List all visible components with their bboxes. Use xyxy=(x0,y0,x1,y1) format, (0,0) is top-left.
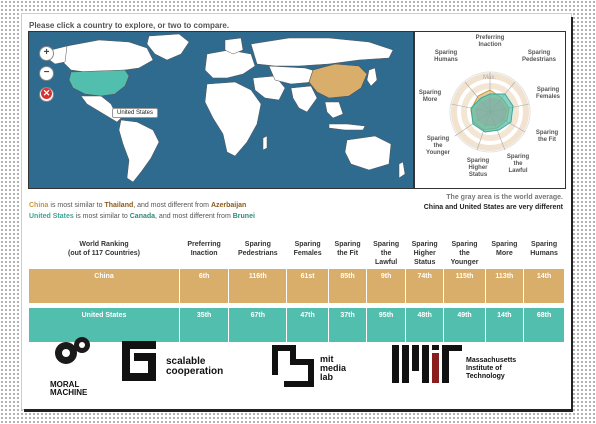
zoom-in-button[interactable]: + xyxy=(39,46,54,61)
row-rank-cell: 115th xyxy=(444,269,484,303)
radar-label-younger: Sparing the Younger xyxy=(426,136,450,156)
mit-media-lab-logo-text: mit media lab xyxy=(320,354,347,382)
row-country-name: United States xyxy=(29,308,179,342)
row-rank-cell: 9th xyxy=(367,269,405,303)
header-column: Sparing More xyxy=(491,241,518,257)
row-rank-cell: 49th xyxy=(444,308,484,342)
logo-bar xyxy=(22,333,571,409)
header-column: Sparing Humans xyxy=(530,241,558,257)
row-rank-cell: 47th xyxy=(287,308,327,342)
scalable-cooperation-logo-text: scalable cooperation xyxy=(166,356,224,377)
header-column: Sparing the Younger xyxy=(450,241,479,266)
row-rank-cell: 61st xyxy=(287,269,327,303)
us-comparison: United States is most similar to Canada, and most different from Brunei xyxy=(29,213,255,220)
radar-label-inaction: Preferring Inaction xyxy=(475,35,505,48)
row-rank-cell: 85th xyxy=(329,269,367,303)
mit-logo-icon xyxy=(392,345,462,383)
row-rank-cell: 95th xyxy=(367,308,405,342)
row-rank-cell: 35th xyxy=(180,308,228,342)
row-rank-cell: 74th xyxy=(406,269,444,303)
country-madagascar xyxy=(263,136,267,150)
continent-africa xyxy=(205,82,261,156)
radar-label-status: Sparing Higher Status xyxy=(466,158,490,178)
row-rank-cell: 14th xyxy=(486,308,524,342)
map-tooltip: United States xyxy=(112,108,158,118)
mit-media-lab-logo-icon xyxy=(272,345,314,387)
country-russia xyxy=(251,38,393,66)
radar-label-more: Sparing More xyxy=(418,90,442,103)
scalable-cooperation-logo-icon xyxy=(122,341,156,381)
radar-label-females: Sparing Females xyxy=(535,87,560,100)
mit-logo-text: Massachusetts Institute of Technology xyxy=(466,357,517,380)
country-canada xyxy=(63,40,153,72)
row-rank-cell: 116th xyxy=(229,269,286,303)
country-scandinavia xyxy=(225,38,243,54)
row-rank-cell: 6th xyxy=(180,269,228,303)
table-row xyxy=(29,269,564,303)
comparison-text xyxy=(29,200,255,222)
ranking-table xyxy=(28,238,565,342)
country-japan xyxy=(367,68,377,86)
radar-max-label: Max. xyxy=(483,75,497,81)
difference-note: China and United States are very different xyxy=(423,204,563,211)
zoom-out-button[interactable]: − xyxy=(39,66,54,81)
header-column: Sparing Females xyxy=(293,241,322,257)
world-average-note: The gray area is the world average. xyxy=(446,194,563,201)
instruction-text: Please click a country to explore, or two to compare. xyxy=(29,21,230,30)
row-rank-cell: 48th xyxy=(406,308,444,342)
country-greenland xyxy=(147,34,189,60)
row-rank-cell: 37th xyxy=(329,308,367,342)
continent-south-america xyxy=(119,120,159,182)
radar-panel xyxy=(414,31,566,189)
country-united-states xyxy=(69,70,129,96)
country-india xyxy=(291,86,317,112)
header-column: Sparing Pedestrians xyxy=(237,241,278,257)
radar-label-lawful: Sparing the Lawful xyxy=(506,154,530,174)
header-column: Sparing Higher Status xyxy=(411,241,438,266)
header-column: Preferring Inaction xyxy=(187,241,221,257)
country-indonesia xyxy=(329,124,365,130)
world-map[interactable] xyxy=(28,31,414,189)
china-comparison: China is most similar to Thailand, and most different from Azerbaijan xyxy=(29,202,247,209)
table-header-row xyxy=(29,238,564,269)
continent-europe xyxy=(205,50,255,78)
header-world-ranking: World Ranking (out of 117 Countries) xyxy=(68,241,140,257)
row-rank-cell: 68th xyxy=(524,308,564,342)
region-southeast-asia xyxy=(325,102,343,118)
main-card xyxy=(22,14,571,409)
radar-label-humans: Sparing Humans xyxy=(434,50,458,63)
country-new-zealand xyxy=(399,162,405,178)
radar-label-fit: Sparing the Fit xyxy=(535,130,559,143)
world-map-svg[interactable] xyxy=(29,32,413,188)
reset-button[interactable] xyxy=(39,87,54,102)
row-rank-cell: 14th xyxy=(524,269,564,303)
row-rank-cell: 67th xyxy=(229,308,286,342)
moral-machine-logo-text: MORAL MACHINE xyxy=(50,380,88,397)
note-box xyxy=(424,193,563,213)
radar-label-pedestrians: Sparing Pedestrians xyxy=(521,50,557,63)
header-column: Sparing the Fit xyxy=(334,241,361,257)
country-australia xyxy=(345,136,391,170)
country-china xyxy=(309,64,367,98)
moral-machine-gears-icon xyxy=(55,337,90,364)
close-icon: ✕ xyxy=(42,88,51,98)
row-country-name: China xyxy=(29,269,179,303)
header-column: Sparing the Lawful xyxy=(373,241,400,266)
row-rank-cell: 113th xyxy=(486,269,524,303)
